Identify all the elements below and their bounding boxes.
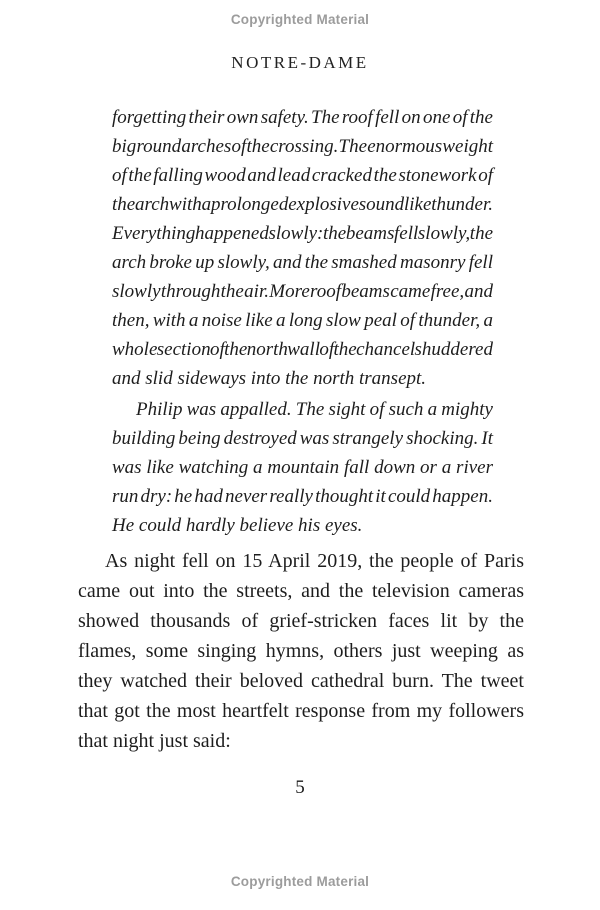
- text-line: of the falling wood and lead cracked the stonework of: [112, 165, 493, 186]
- text-line: that got the most heartfelt response from my followers: [78, 700, 524, 722]
- text-line: then, with a noise like a long slow peal of thunder, a: [112, 310, 493, 331]
- text-line: Philip was appalled. The sight of such a mighty: [136, 399, 493, 420]
- text-line: building being destroyed was strangely shocking. It: [112, 428, 493, 449]
- text-line: forgetting their own safety. The roof fell on one of the: [112, 107, 493, 128]
- text-line: flames, some singing hymns, others just weeping as: [78, 640, 524, 662]
- text-line: As night fell on 15 April 2019, the people of Paris: [105, 550, 524, 572]
- italic-quote-block: [112, 103, 493, 540]
- text-line: came out into the streets, and the television cameras: [78, 580, 524, 602]
- text-line: big round arches of the crossing. The enormous weight: [112, 136, 493, 157]
- text-line: and slid sideways into the north transept.: [112, 368, 427, 389]
- page-number: 5: [295, 777, 305, 798]
- text-line: run dry: he had never really thought it could happen.: [112, 486, 493, 507]
- text-line: He could hardly believe his eyes.: [112, 515, 363, 536]
- copyright-notice-bottom: Copyrighted Material: [230, 874, 370, 889]
- text-line: that night just said:: [78, 730, 231, 752]
- text-line: Everything happened slowly: the beams fell slowly, the: [112, 223, 493, 244]
- paragraph: [78, 546, 524, 756]
- text-line: was like watching a mountain fall down or a river: [112, 457, 493, 478]
- text-line: arch broke up slowly, and the smashed masonry fell: [112, 252, 493, 273]
- text-line: the arch with a prolonged explosive sound like thunder.: [112, 194, 493, 215]
- body-text-block: [78, 546, 524, 756]
- text-line: whole section of the north wall of the chancel shuddered: [112, 339, 493, 360]
- text-line: they watched their beloved cathedral burn. The tweet: [78, 670, 524, 692]
- paragraph: [112, 103, 493, 393]
- running-head: NOTRE-DAME: [231, 53, 369, 72]
- paragraph: [112, 395, 493, 540]
- text-line: slowly through the air. More roof beams came free, and: [112, 281, 493, 302]
- copyright-notice-top: Copyrighted Material: [230, 12, 370, 27]
- text-line: showed thousands of grief-stricken faces lit by the: [78, 610, 524, 632]
